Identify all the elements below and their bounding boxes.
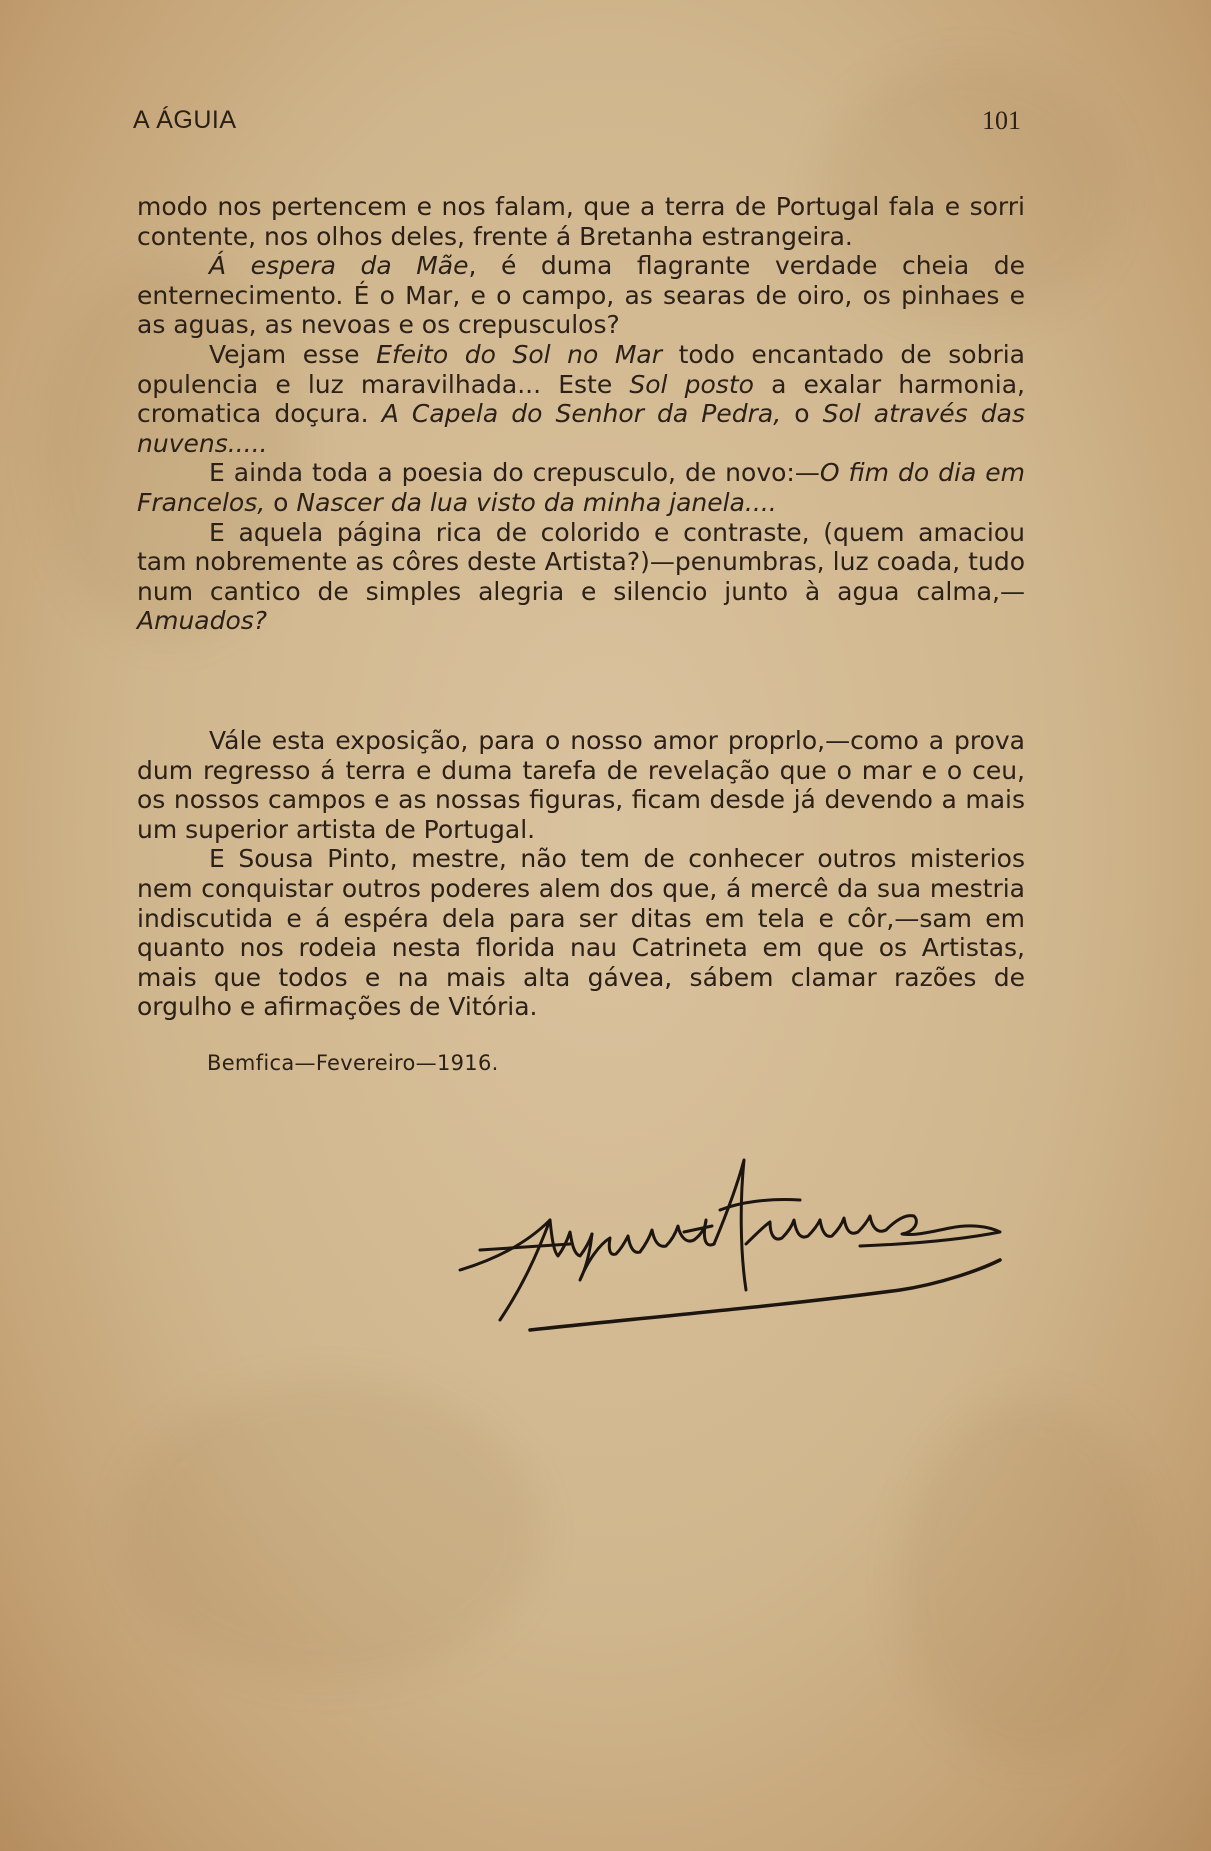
paper-stain bbox=[900, 1400, 1160, 1760]
running-head bbox=[133, 106, 1021, 142]
paragraph-text: todo encantado de sobria opulencia e luz maravilhada... Este bbox=[137, 339, 1025, 399]
paragraph bbox=[137, 518, 1025, 636]
artwork-title: Sol posto bbox=[629, 369, 754, 399]
paragraph-text: E aquela página rica de colorido e contraste, (quem amaciou tam nobremente as côres deste Artista?)—penumbras, luz coada, tudo num cantico de simples alegria e silencio junto à agua calma,— bbox=[137, 517, 1025, 606]
paragraph: E Sousa Pinto, mestre, não tem de conhecer outros misterios nem conquistar outros poderes alem dos que, á mercê da sua mestria indiscutida e á espéra dela para ser ditas em tela e côr,—sam em quanto nos rodeia nesta florida nau Catrineta em que os Artistas, mais que todos e na mais alta gávea, sábem clamar razões de orgulho e afirmações de Vitória. bbox=[137, 844, 1025, 1022]
paragraph-text: , é duma flagrante verdade cheia de enternecimento. É o Mar, e o campo, as searas de oiro, os pinhaes e as aguas, as nevoas e os crepusculos? bbox=[137, 251, 1025, 340]
paragraph-text: Vejam esse bbox=[209, 339, 377, 369]
artwork-title: Á espera da Mãe bbox=[209, 251, 469, 281]
handwritten-signature bbox=[440, 1140, 1020, 1340]
journal-title: A ÁGUIA bbox=[133, 106, 237, 134]
article-body-second bbox=[137, 726, 1025, 1022]
artwork-title: O fim do dia em Francelos, bbox=[137, 458, 1025, 517]
paragraph bbox=[137, 192, 1025, 251]
dateline: Bemfica—Fevereiro—1916. bbox=[207, 1051, 499, 1075]
artwork-title: Nascer da lua visto da minha janela.... bbox=[296, 487, 777, 517]
artwork-title: Efeito do Sol no Mar bbox=[376, 339, 663, 369]
paragraph-text: o bbox=[265, 487, 297, 517]
paragraph bbox=[137, 458, 1025, 517]
signature-drawing bbox=[440, 1140, 1020, 1340]
paragraph-text: a exalar harmonia, cromatica doçura. bbox=[137, 369, 1025, 429]
paragraph-text: E ainda toda a poesia do crepusculo, de novo:— bbox=[209, 458, 820, 488]
paragraph bbox=[137, 340, 1025, 458]
paper-stain bbox=[120, 1380, 540, 1680]
paragraph-text: modo nos pertencem e nos falam, que a terra de Portugal fala e sorri contente, nos olhos deles, frente á Bretanha estrangeira. bbox=[137, 192, 1025, 251]
page-number: 101 bbox=[982, 106, 1021, 135]
artwork-title: Sol através das nuvens..... bbox=[137, 399, 1025, 458]
paragraph: Vále esta exposição, para o nosso amor proprlo,—como a prova dum regresso á terra e duma tarefa de revelação que o mar e o ceu, os nossos campos e as nossas figuras, ficam desde já devendo a mais um superior artista de Portugal. bbox=[137, 726, 1025, 844]
artwork-title: Amuados? bbox=[137, 606, 268, 636]
article-body-first bbox=[137, 192, 1025, 636]
paragraph bbox=[137, 251, 1025, 340]
artwork-title: A Capela do Senhor da Pedra, bbox=[381, 399, 782, 429]
paragraph-text: o bbox=[781, 399, 823, 429]
